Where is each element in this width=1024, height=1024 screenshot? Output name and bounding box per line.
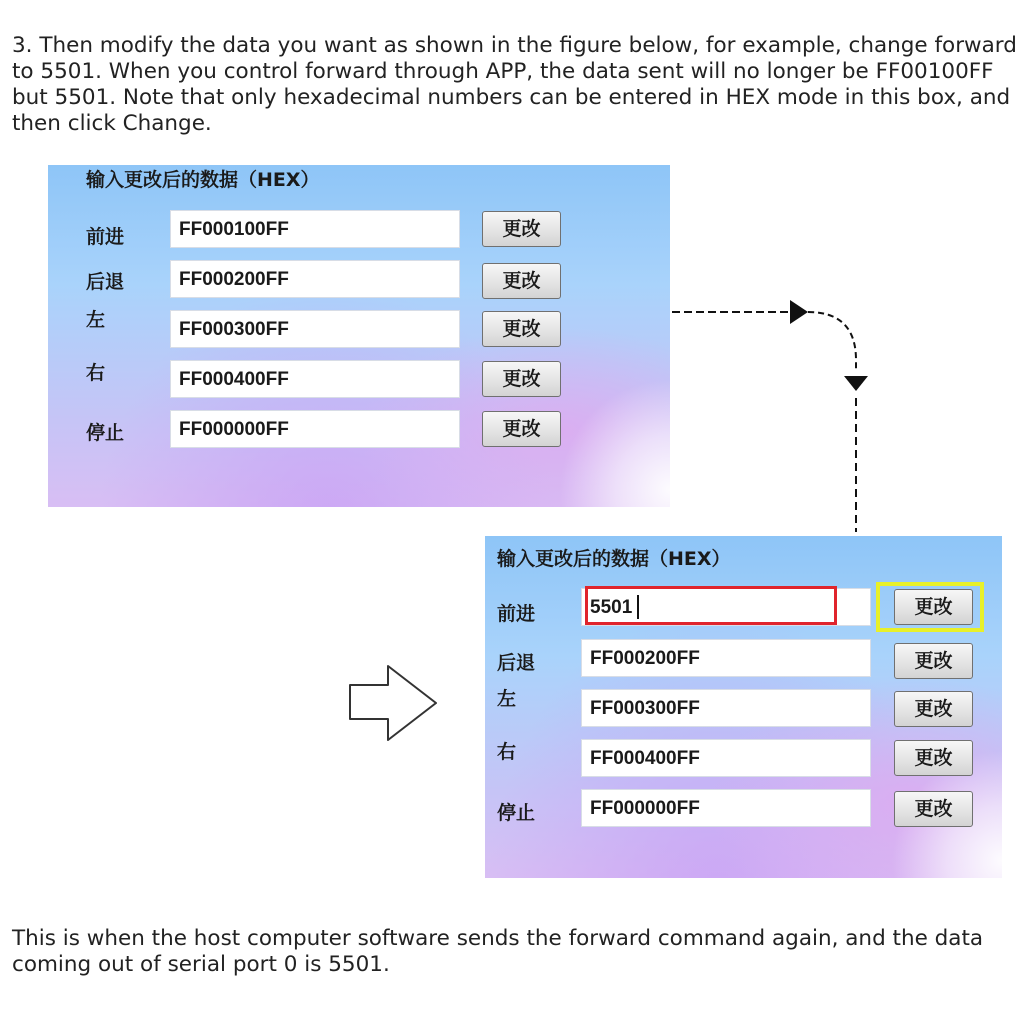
right-input[interactable]: FF000400FF: [581, 739, 871, 777]
panel-title: 输入更改后的数据（HEX）: [497, 548, 731, 570]
label-right: 右: [86, 362, 106, 384]
forward-input[interactable]: FF000100FF: [170, 210, 460, 248]
intro-paragraph: 3. Then modify the data you want as shown in the figure below, for example, change forward to 5501. When you control forward through APP, the data sent will no longer be FF00100FF but 5501. Note that only hexadecimal numbers can be entered in HEX mode in this box, and then click Change.: [12, 33, 1017, 136]
stop-change-button[interactable]: 更改: [482, 411, 561, 447]
panel-before: [48, 165, 670, 507]
label-forward: 前进: [497, 603, 536, 625]
forward-input[interactable]: 5501: [581, 588, 871, 626]
backward-input[interactable]: FF000200FF: [170, 260, 460, 298]
backward-change-button[interactable]: 更改: [894, 643, 973, 679]
label-left: 左: [86, 309, 106, 331]
backward-change-button[interactable]: 更改: [482, 263, 561, 299]
dashed-arrow-icon: [660, 290, 880, 535]
forward-change-button[interactable]: 更改: [482, 211, 561, 247]
label-stop: 停止: [86, 422, 125, 444]
left-change-button[interactable]: 更改: [894, 691, 973, 727]
label-stop: 停止: [497, 802, 536, 824]
right-change-button[interactable]: 更改: [894, 740, 973, 776]
right-input[interactable]: FF000400FF: [170, 360, 460, 398]
stop-input[interactable]: FF000000FF: [170, 410, 460, 448]
right-arrow-icon: [345, 660, 445, 745]
label-right: 右: [497, 741, 517, 763]
panel-title: 输入更改后的数据（HEX）: [86, 169, 320, 191]
label-left: 左: [497, 688, 517, 710]
left-input[interactable]: FF000300FF: [581, 689, 871, 727]
forward-change-button[interactable]: 更改: [894, 589, 973, 625]
stop-input[interactable]: FF000000FF: [581, 789, 871, 827]
label-backward: 后退: [86, 271, 125, 293]
label-backward: 后退: [497, 652, 536, 674]
left-input[interactable]: FF000300FF: [170, 310, 460, 348]
backward-input[interactable]: FF000200FF: [581, 639, 871, 677]
input-highlight: [585, 586, 837, 625]
panel-after: [485, 536, 1002, 878]
label-forward: 前进: [86, 226, 125, 248]
button-highlight: [876, 582, 984, 632]
stop-change-button[interactable]: 更改: [894, 791, 973, 827]
outro-paragraph: This is when the host computer software sends the forward command again, and the data coming out of serial port 0 is 5501.: [12, 926, 984, 977]
left-change-button[interactable]: 更改: [482, 311, 561, 347]
right-change-button[interactable]: 更改: [482, 361, 561, 397]
